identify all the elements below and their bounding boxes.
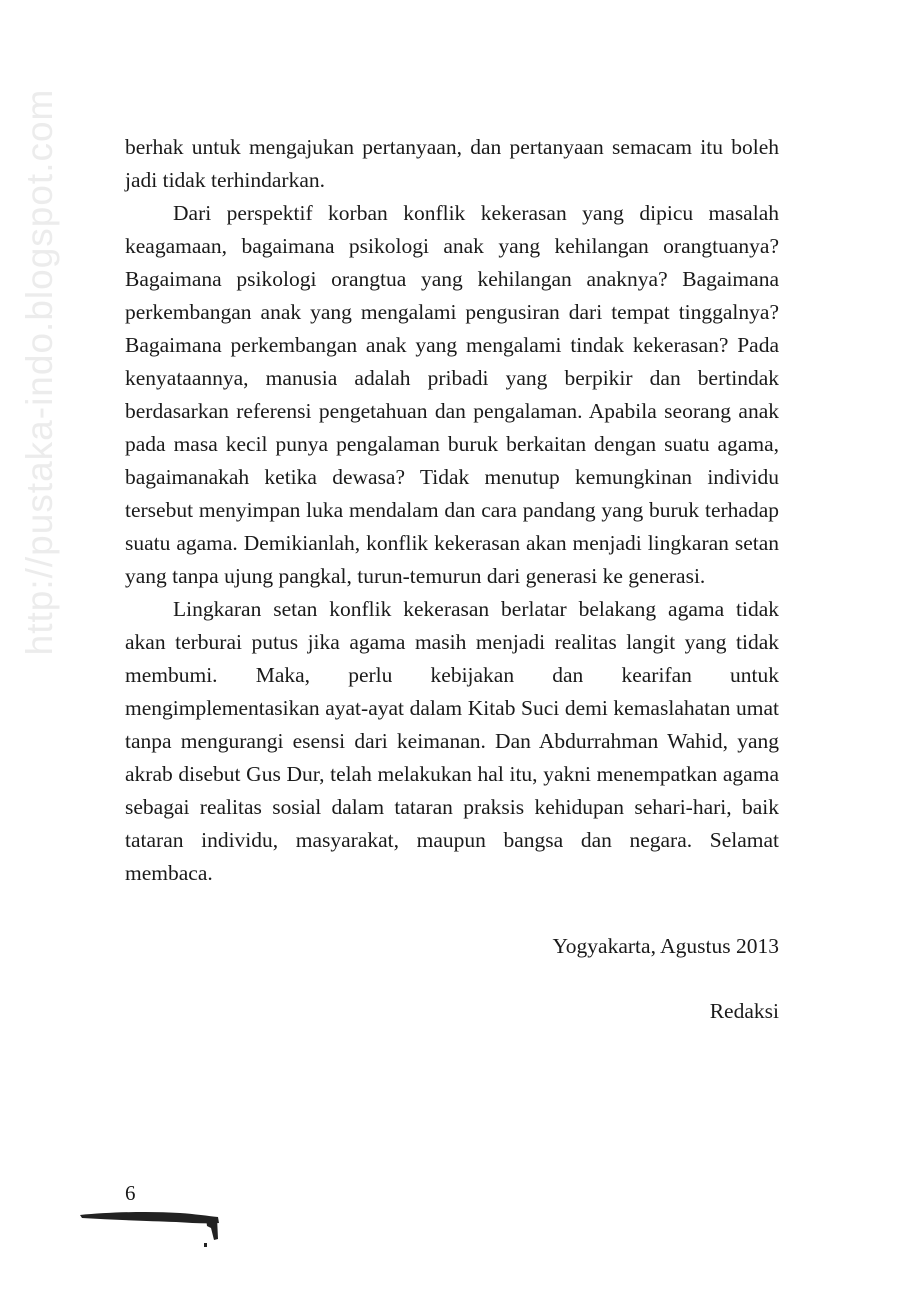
paragraph: Lingkaran setan konflik kekerasan berlatar belakang agama tidak akan terburai putus jika agama masih menjadi realitas langit yang tidak membumi. Maka, perlu kebijakan dan kearifan untuk mengimplementasikan ayat-ayat dalam Kitab Suci demi kemaslahatan umat tanpa mengurangi esensi dari keimanan. Dan Abdurrahman Wahid, yang akrab disebut Gus Dur, telah melakukan hal itu, yakni menempatkan agama sebagai realitas sosial dalam tataran praksis kehidupan sehari-hari, baik tataran individu, masyarakat, maupun bangsa dan negara. Selamat membaca. (125, 597, 779, 885)
watermark-text: http://pustaka-indo.blogspot.com (19, 88, 60, 656)
paragraph: Dari perspektif korban konflik kekerasan yang dipicu masalah keagamaan, bagaimana psikologi anak yang kehilangan orangtuanya? Bagaimana psikologi orangtua yang kehilangan anaknya? Bagaimana perkembangan anak yang mengalami pengusiran dari tempat tinggalnya? Bagaimana perkembangan anak yang mengalami tindak kekerasan? Pada kenyataannya, manusia adalah pribadi yang berpikir dan bertindak berdasarkan referensi pengetahuan dan pengalaman. Apabila seorang anak pada masa kecil punya pengalaman buruk berkaitan dengan suatu agama, bagaimanakah ketika dewasa? Tidak menutup kemungkinan individu tersebut menyimpan luka mendalam dan cara pandang yang buruk terhadap suatu agama. Demikianlah, konflik kekerasan akan menjadi lingkaran setan yang tanpa ujung pangkal, turun-temurun dari generasi ke generasi. (125, 201, 779, 588)
brush-stroke-decoration (80, 1206, 225, 1252)
paragraph-continued: berhak untuk mengajukan pertanyaan, dan pertanyaan semacam itu boleh jadi tidak terhindarkan. (125, 135, 779, 192)
signature: Redaksi (709, 999, 779, 1023)
page-number: 6 (125, 1181, 136, 1205)
body-text (125, 131, 779, 890)
place-date: Yogyakarta, Agustus 2013 (552, 934, 779, 958)
